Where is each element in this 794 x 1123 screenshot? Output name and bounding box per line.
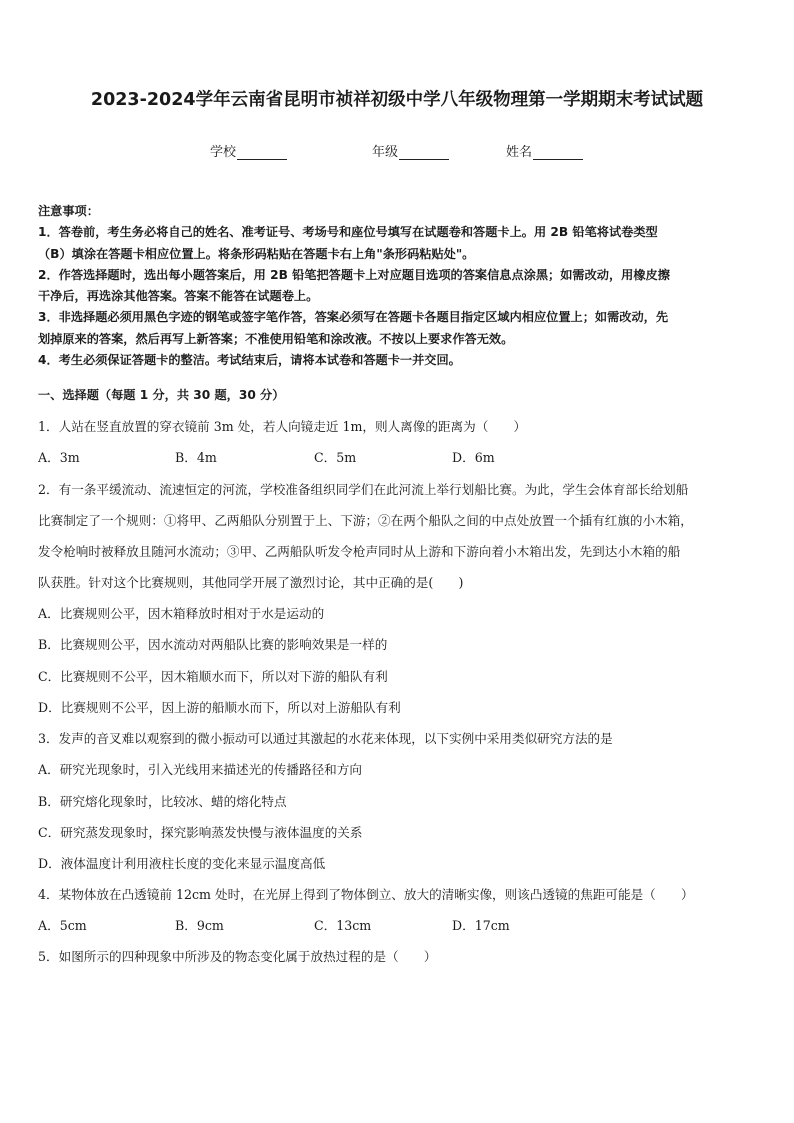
grade-label: 年级 — [372, 145, 399, 160]
notice-block — [38, 201, 758, 371]
notice-line: （B）填涂在答题卡相应位置上。将条形码粘贴在答题卡右上角"条形码粘贴处"。 — [38, 246, 475, 261]
notice-line: 2．作答选择题时，选出每小题答案后，用 2B 铅笔把答题卡上对应题目选项的答案信息点涂黑；如需改动，用橡皮擦 — [38, 267, 670, 282]
school-blank[interactable] — [237, 146, 287, 160]
q3-option-a: A．研究光现象时，引入光线用来描述光的传播路径和方向 — [38, 762, 362, 777]
notice-line: 4．考生必须保证答题卡的整洁。考试结束后，请将本试卷和答题卡一并交回。 — [38, 353, 461, 368]
notice-line: 干净后，再选涂其他答案。答案不能答在试题卷上。 — [38, 289, 319, 304]
q1-option-c: C．5m — [314, 450, 357, 465]
q4-option-d: D．17cm — [452, 918, 510, 933]
q1-option-b: B．4m — [175, 450, 217, 465]
name-label: 姓名 — [506, 145, 533, 160]
q2-option-b: B．比赛规则公平，因水流动对两船队比赛的影响效果是一样的 — [38, 637, 388, 652]
q3-option-d: D．液体温度计利用液柱长度的变化来显示温度高低 — [38, 856, 326, 871]
question-3-stem: 3．发声的音叉难以观察到的微小振动可以通过其激起的水花来体现，以下实例中采用类似研究方法的是 — [38, 731, 613, 746]
q2-option-c: C．比赛规则不公平，因木箱顺水而下，所以对下游的船队有利 — [38, 669, 388, 684]
question-4-stem: 4．某物体放在凸透镜前 12cm 处时，在光屏上得到了物体倒立、放大的清晰实像，则该凸透镜的焦距可能是（ ） — [38, 887, 694, 902]
q3-option-b: B．研究熔化现象时，比较冰、蜡的熔化特点 — [38, 794, 287, 809]
name-field — [506, 141, 583, 160]
q4-option-b: B．9cm — [175, 918, 224, 933]
exam-title: 2023-2024学年云南省昆明市祯祥初级中学八年级物理第一学期期末考试试题 — [90, 90, 704, 110]
grade-blank[interactable] — [399, 146, 449, 160]
student-info-fields — [0, 141, 794, 161]
q2-option-a: A．比赛规则公平，因木箱释放时相对于水是运动的 — [38, 606, 325, 621]
q4-option-a: A．5cm — [38, 918, 87, 933]
q3-option-c: C．研究蒸发现象时，探究影响蒸发快慢与液体温度的关系 — [38, 825, 363, 840]
q4-option-c: C．13cm — [314, 918, 372, 933]
question-1-options — [38, 447, 762, 465]
section-heading: 一、选择题（每题 1 分，共 30 题，30 分） — [38, 388, 285, 402]
notice-line: 1．答卷前，考生务必将自己的姓名、准考证号、考场号和座位号填写在试题卷和答题卡上。用 2B 铅笔将试卷类型 — [38, 225, 658, 240]
question-2-stem-line: 比赛制定了一个规则：①将甲、乙两船队分别置于上、下游；②在两个船队之间的中点处放置一个插有红旗的小木箱， — [38, 513, 693, 528]
notice-line: 3．非选择题必须用黑色字迹的钢笔或签字笔作答，答案必须写在答题卡各题目指定区域内相应位置上；如需改动，先 — [38, 310, 669, 325]
grade-field — [372, 141, 449, 160]
school-field — [210, 141, 287, 160]
question-1-stem: 1．人站在竖直放置的穿衣镜前 3m 处，若人向镜走近 1m，则人离像的距离为（ ） — [38, 419, 527, 434]
notice-line: 划掉原来的答案，然后再写上新答案；不准使用铅笔和涂改液。不按以上要求作答无效。 — [38, 331, 514, 346]
question-2-stem-line: 队获胜。针对这个比赛规则，其他同学开展了激烈讨论，其中正确的是( ) — [38, 575, 464, 590]
question-5-stem: 5．如图所示的四种现象中所涉及的物态变化属于放热过程的是（ ） — [38, 949, 437, 964]
question-4-options — [38, 915, 762, 933]
q1-option-d: D．6m — [452, 450, 495, 465]
q2-option-d: D．比赛规则不公平，因上游的船顺水而下，所以对上游船队有利 — [38, 700, 401, 715]
name-blank[interactable] — [533, 146, 583, 160]
school-label: 学校 — [210, 145, 237, 160]
notice-heading: 注意事项： — [38, 204, 99, 218]
q1-option-a: A．3m — [38, 450, 80, 465]
question-2-stem-line: 2．有一条平缓流动、流速恒定的河流，学校准备组织同学们在此河流上举行划船比赛。为此，学生会体育部长给划船 — [38, 482, 689, 497]
question-2-stem-line: 发令枪响时被释放且随河水流动；③甲、乙两船队听发令枪声同时从上游和下游向着小木箱出发，先到达小木箱的船 — [38, 544, 681, 559]
